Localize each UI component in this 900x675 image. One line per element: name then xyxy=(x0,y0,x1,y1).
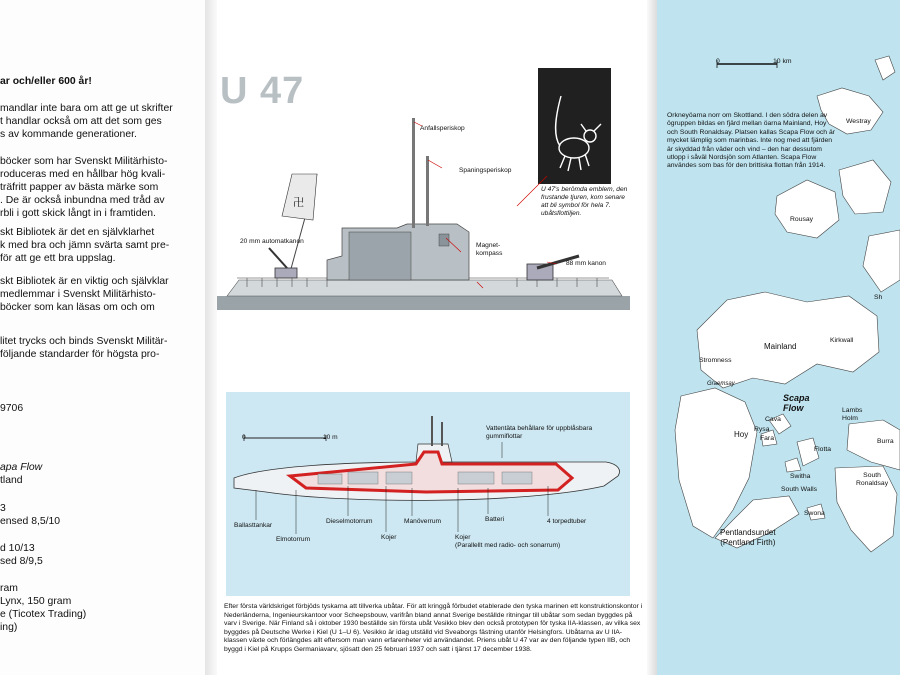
label-manoverrum: Manöverrum xyxy=(404,518,442,525)
orkney-map xyxy=(657,0,900,675)
left-line: mandlar inte bara om att ge ut skrifter xyxy=(0,103,173,114)
left-line: roduceras med en hållbar hög kvali- xyxy=(0,169,166,180)
label-vattentata: Vattentäta behållare för uppblåsbara gummiflottar xyxy=(486,425,593,440)
label-ballasttankar: Ballasttankar xyxy=(234,522,273,529)
submarine-side-illustration xyxy=(217,56,630,310)
place-swona: Swona xyxy=(804,510,825,517)
scale-zero: 0 xyxy=(242,434,246,441)
place-flotta: Flotta xyxy=(814,446,831,453)
label-batteri: Batteri xyxy=(485,516,505,523)
left-line: s av kommande generationer. xyxy=(0,129,137,140)
map-scale-zero: 0 xyxy=(716,58,720,65)
left-line: 9706 xyxy=(0,403,24,414)
left-line: böcker som har Svenskt Militärhisto- xyxy=(0,156,168,167)
place-rysa: Rysa xyxy=(754,426,770,433)
left-line: för att ge ett bra uppslag. xyxy=(0,253,116,264)
place-graemsay: Graemsay xyxy=(707,381,735,387)
scale-ten-m: 10 m xyxy=(323,434,338,441)
place-pentlandsundet: Pentlandsundet (Pentland Firth) xyxy=(720,528,776,547)
place-stromness: Stromness xyxy=(699,357,732,364)
left-line: rbli i gott skick långt in i framtiden. xyxy=(0,208,156,219)
emblem-caption: U 47's berömda emblem, den frustande tjuren, kom senare att bli symbol för hela 7. ubåtsflottiljen. xyxy=(541,186,628,217)
svg-text:卍: 卍 xyxy=(293,196,304,209)
left-line: sed 8/9,5 xyxy=(0,556,43,567)
left-line: apa Flow xyxy=(0,462,43,473)
label-88mm-kanon: 88 mm kanon xyxy=(566,260,606,267)
place-south-ronaldsay: South Ronaldsay xyxy=(856,472,889,488)
place-kirkwall: Kirkwall xyxy=(830,337,854,344)
label-elmotorrum: Elmotorrum xyxy=(276,536,311,543)
place-lambs-holm: Lambs Holm xyxy=(842,407,863,423)
place-scapa-flow: Scapa Flow xyxy=(783,393,810,413)
place-westray: Westray xyxy=(846,118,871,125)
map-scale-ten: 10 km xyxy=(773,58,792,65)
place-mainland: Mainland xyxy=(764,342,797,351)
label-anfallsperiskop: Anfallsperiskop xyxy=(420,125,465,132)
left-line: . De är också inbundna med tråd av xyxy=(0,195,165,206)
place-cava: Cava xyxy=(765,416,781,423)
label-kojer-radio: Kojer (Parallellt med radio- och sonarrum) xyxy=(455,534,561,549)
left-line: t handlar också om att det som ges xyxy=(0,116,162,127)
place-hoy: Hoy xyxy=(734,430,749,439)
left-line: 3 xyxy=(0,503,6,514)
place-fara: Fara xyxy=(760,435,774,442)
left-heading: ar och/eller 600 år! xyxy=(0,76,92,87)
left-line: tland xyxy=(0,475,23,486)
place-sh: Sh xyxy=(874,294,883,301)
gutter-left xyxy=(205,0,217,675)
label-automatkanon: 20 mm automatkanon xyxy=(240,238,304,245)
left-line: litet trycks och binds Svenskt Militär- xyxy=(0,336,168,347)
left-line: d 10/13 xyxy=(0,543,35,554)
label-spaningsperiskop: Spaningsperiskop xyxy=(459,167,512,174)
caption-text: Efter första världskriget förbjöds tyskarna att tillverka ubåtar. För att kringgå förbudet etablerade den tyska marinen ett konstruktionskontor i Nederländerna, Ingenieurskantoor voor Scheepsbouw, varifrån bland annat Sverige beställde ritningar till ubåtar som sedan byggdes på varv i Sverige. När Finland så i oktober 1930 beställde sin första ubåt Vesikko blev den också prototypen för tyska IIA-klassen, av vilka sex byggdes på Deutsche Werke i Kiel (U 1–U 6). Vesikko är idag utställd vid Sveaborgs fästning utanför Helsingfors. Ubåtarna av U IIA-klassen växte och förlängdes allt eftersom man vann erfarenheter vid användandet. Priens ubåt U 47 var av den följande typen IIB, och byggd i Kiel på Krupps Germaniavarv, sjösatt den 25 februari 1937 och satt i tjänst 17 december 1938. xyxy=(224,603,643,653)
page-title: U 47 xyxy=(220,70,305,112)
left-line: e (Ticotex Trading) xyxy=(0,609,87,620)
left-line: ing) xyxy=(0,622,18,633)
label-kojer: Kojer xyxy=(381,534,397,541)
left-page xyxy=(0,0,205,675)
submarine-cutaway-illustration xyxy=(226,392,630,596)
label-magnetkompass: Magnet- kompass xyxy=(476,242,503,257)
place-switha: Switha xyxy=(790,473,811,480)
left-line: ensed 8,5/10 xyxy=(0,516,61,527)
left-line: k med bra och jämn svärta samt pre- xyxy=(0,240,170,251)
left-line: Lynx, 150 gram xyxy=(0,596,72,607)
left-line: följande standarder för högsta pro- xyxy=(0,349,160,360)
label-torpedtuber: 4 torpedtuber xyxy=(547,518,587,525)
left-line: ram xyxy=(0,583,18,594)
left-line: medlemmar i Svenskt Militärhisto- xyxy=(0,289,156,300)
left-line: träfritt papper av bästa märke som xyxy=(0,182,159,193)
left-line: skt Bibliotek är det en självklarhet xyxy=(0,227,155,238)
place-burra: Burra xyxy=(877,438,894,445)
place-south-walls: South Walls xyxy=(781,486,818,493)
place-rousay: Rousay xyxy=(790,216,814,223)
label-dieselmotorrum: Dieselmotorrum xyxy=(326,518,373,525)
map-description: Orkneyöarna norr om Skottland. I den södra delen av ögruppen bildas en fjärd mellan öarna Mainland, Hoy och South Ronaldsay. Platsen kallas Scapa Flow och är mycket lämplig som marinbas. Inte nog med att fjärden är skyddad från väder och vind – den har dessutom utlopp i såväl Nordsjön som Atlanten. Scapa Flow användes som bas för den brittiska flottan från 1914. xyxy=(667,112,836,170)
left-line: böcker som kan läsas om och om xyxy=(0,302,155,313)
figure-caption xyxy=(224,603,644,655)
left-line: skt Bibliotek är en viktig och självklar xyxy=(0,276,169,287)
gutter-right xyxy=(647,0,657,675)
